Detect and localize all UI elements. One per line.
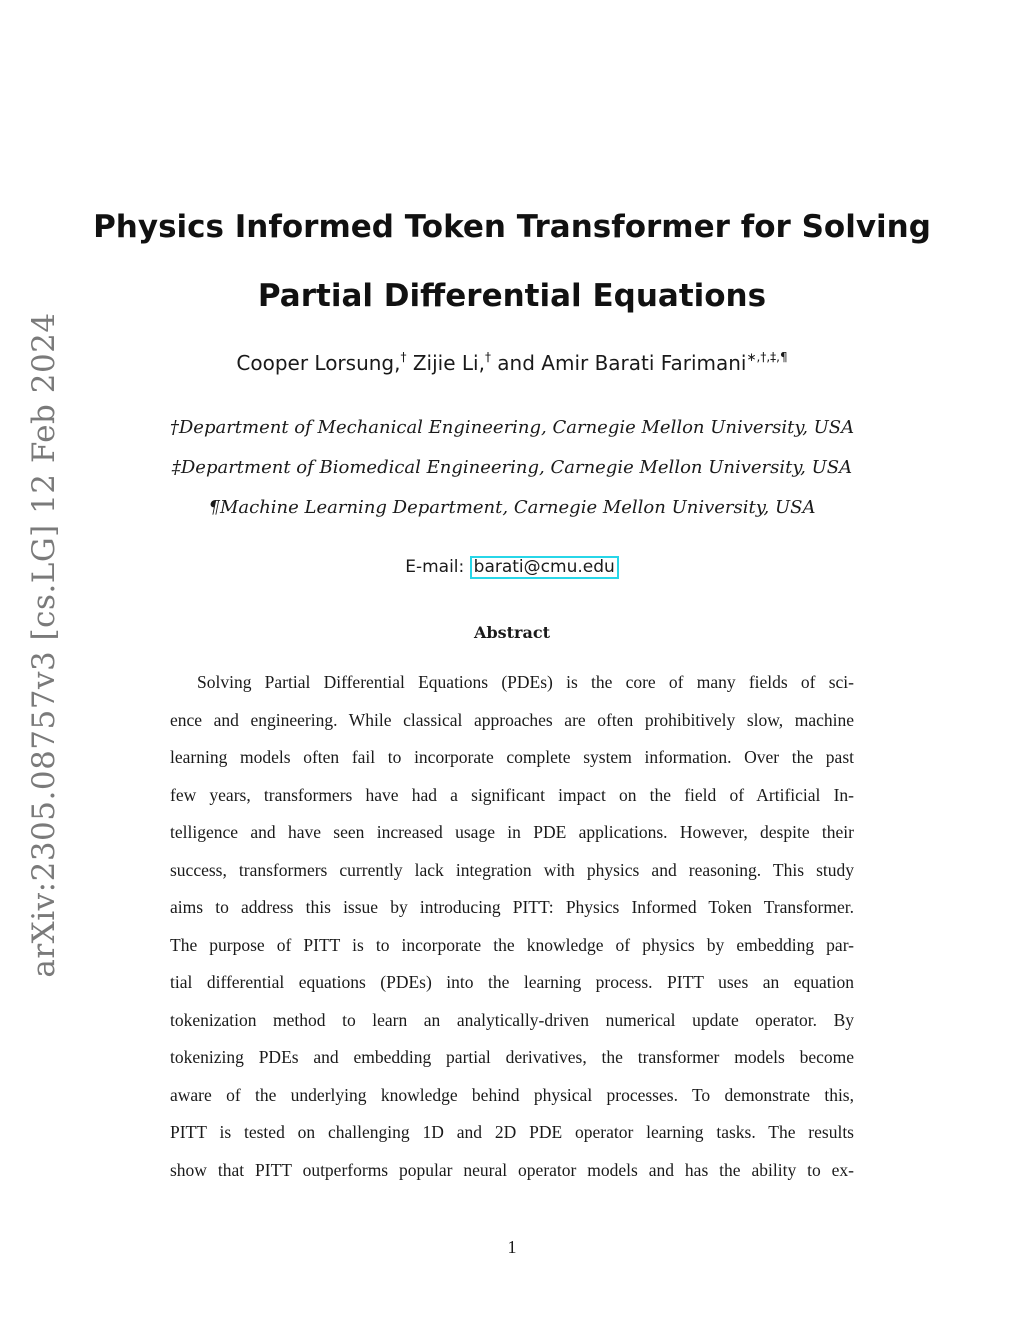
author-2-affiliation-mark: † — [484, 350, 491, 364]
affiliation-mechanical-engineering: †Department of Mechanical Engineering, Carnegie Mellon University, USA — [169, 417, 855, 438]
paper-title — [0, 193, 1024, 331]
abstract-line: PITT is tested on challenging 1D and 2D PDE operator learning tasks. The results — [170, 1122, 854, 1142]
affiliation-biomedical-engineering: ‡Department of Biomedical Engineering, Carnegie Mellon University, USA — [171, 457, 853, 478]
author-amir-barati-farimani: and Amir Barati Farimani — [490, 351, 747, 375]
author-list — [0, 350, 1024, 375]
email-label: E-mail: — [405, 557, 470, 577]
page-number: 1 — [507, 1237, 517, 1257]
abstract-line: telligence and have seen increased usage in PDE applications. However, despite their — [170, 822, 854, 842]
abstract-heading: Abstract — [474, 623, 550, 642]
title-line-1: Physics Informed Token Transformer for Solving — [93, 209, 931, 245]
abstract-body — [170, 664, 854, 1189]
affiliation-machine-learning: ¶Machine Learning Department, Carnegie Mellon University, USA — [208, 497, 816, 518]
abstract-line: show that PITT outperforms popular neural operator models and has the ability to ex- — [170, 1159, 854, 1180]
abstract-line: few years, transformers have had a significant impact on the field of Artificial In- — [170, 784, 854, 805]
title-line-2: Partial Differential Equations — [257, 278, 767, 314]
abstract-line: success, transformers currently lack integration with physics and reasoning. This study — [170, 859, 854, 880]
abstract-line: aware of the underlying knowledge behind physical processes. To demonstrate this, — [170, 1084, 854, 1105]
author-3-affiliation-mark: ∗,†,‡,¶ — [746, 350, 788, 364]
arxiv-identifier-stamp: arXiv:2305.08757v3 [cs.LG] 12 Feb 2024 — [26, 312, 62, 978]
abstract-line: tokenizing PDEs and embedding partial derivatives, the transformer models become — [170, 1047, 854, 1067]
abstract-line: The purpose of PITT is to incorporate the knowledge of physics by embedding par- — [170, 934, 854, 955]
abstract-line: Solving Partial Differential Equations (PDEs) is the core of many fields of sci- — [197, 672, 854, 692]
email-link[interactable]: barati@cmu.edu — [470, 556, 619, 579]
contact-email — [0, 556, 1024, 579]
abstract-line: learning models often fail to incorporate complete system information. Over the past — [170, 747, 854, 767]
abstract-line: aims to address this issue by introducing PITT: Physics Informed Token Transformer. — [170, 897, 854, 917]
author-cooper-lorsung: Cooper Lorsung, — [236, 351, 401, 375]
author-zijie-li: Zijie Li, — [406, 351, 485, 375]
abstract-line: tokenization method to learn an analytically-driven numerical update operator. By — [170, 1009, 854, 1030]
abstract-line: tial differential equations (PDEs) into the learning process. PITT uses an equation — [170, 972, 854, 992]
author-1-affiliation-mark: † — [400, 350, 407, 364]
abstract-line: ence and engineering. While classical approaches are often prohibitively slow, machine — [170, 709, 854, 730]
